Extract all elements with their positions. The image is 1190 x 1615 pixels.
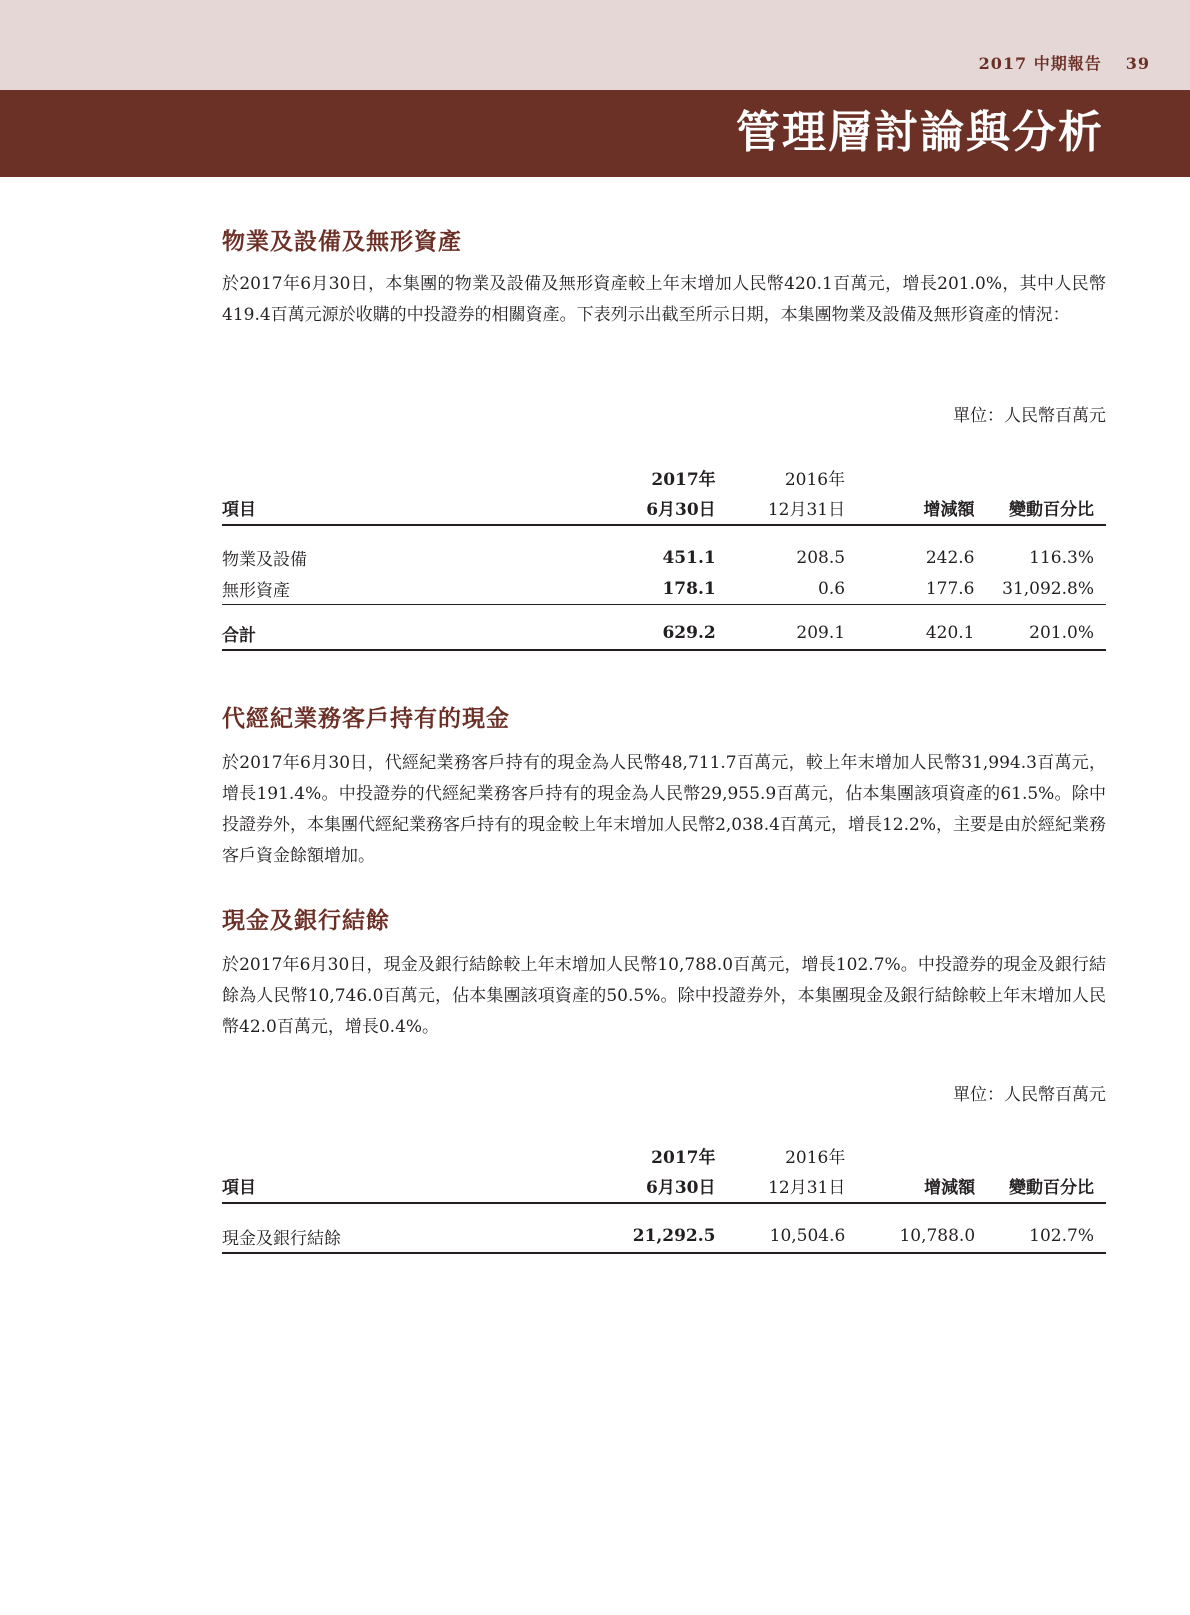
section-heading-client-cash: 代經紀業務客戶持有的現金 (222, 705, 510, 732)
unit-label: 單位：人民幣百萬元 (953, 406, 1106, 426)
row-item: 物業及設備 (222, 550, 307, 570)
row-item: 無形資產 (222, 573, 595, 605)
table-total-row (222, 617, 1106, 650)
paragraph-client-cash: 於2017年6月30日，代經紀業務客戶持有的現金為人民幣48,711.7百萬元，較上年末增加人民幣31,994.3百萬元，增長191.4%。中投證券的代經紀業務客戶持有的現金為人民幣29,955.9百萬元，佔本集團該項資產的61.5%。除中投證券外，本集團代經紀業務客戶持有的現金較上年末增加人民幣2,038.4百萬元，增長12.2%，主要是由於經紀業務客戶資金餘額增加。 (222, 753, 1106, 866)
header-col-a-line2: 6月30日 (595, 490, 716, 525)
row-value-a: 21,292.5 (594, 1220, 715, 1253)
paragraph-cash-bank: 於2017年6月30日，現金及銀行結餘較上年末增加人民幣10,788.0百萬元，增長102.7%。中投證券的現金及銀行結餘為人民幣10,746.0百萬元，佔本集團該項資產的50.5%。除中投證券外，本集團現金及銀行結餘較上年末增加人民幣42.0百萬元，增長0.4%。 (222, 955, 1106, 1037)
header-col-a-line1: 2017年 (651, 1148, 716, 1168)
header-col-b-line2: 12月31日 (716, 490, 845, 525)
row-value-d: 116.3% (1029, 547, 1094, 568)
table-row (222, 542, 1106, 573)
header-col-b-line1: 2016年 (784, 470, 846, 490)
total-value-a: 629.2 (595, 617, 716, 650)
header-band (0, 0, 1190, 90)
cash-bank-table (222, 1138, 1106, 1254)
row-value-d: 31,092.8% (975, 573, 1107, 605)
header-col-b-line1: 2016年 (785, 1148, 846, 1168)
header-col-d: 變動百分比 (975, 490, 1107, 525)
row-value-a: 178.1 (595, 573, 716, 605)
row-value-c: 177.6 (845, 573, 974, 605)
chapter-title: 管理層討論與分析 (736, 107, 1104, 158)
total-value-b: 209.1 (716, 617, 845, 650)
header-item: 項目 (222, 490, 595, 525)
header-col-a-line1: 2017年 (651, 470, 716, 490)
total-value-d: 201.0% (975, 617, 1107, 650)
row-value-c: 10,788.0 (845, 1220, 975, 1253)
running-head (979, 51, 1150, 74)
row-value-b: 10,504.6 (716, 1220, 846, 1253)
header-col-a-line2: 6月30日 (594, 1168, 715, 1203)
total-value-c: 420.1 (845, 617, 974, 650)
property-equipment-table (222, 460, 1106, 651)
header-col-c: 增減額 (845, 490, 974, 525)
row-value-b: 0.6 (716, 573, 845, 605)
unit-label: 單位：人民幣百萬元 (953, 1085, 1106, 1105)
row-item: 現金及銀行結餘 (222, 1220, 594, 1253)
chapter-title-band (0, 90, 1190, 177)
total-item: 合計 (222, 617, 595, 650)
paragraph-property-equipment: 於2017年6月30日，本集團的物業及設備及無形資產較上年末增加人民幣420.1百萬元，增長201.0%，其中人民幣419.4百萬元源於收購的中投證券的相關資產。下表列示出截至所示日期，本集團物業及設備及無形資產的情況： (222, 274, 1106, 325)
header-item: 項目 (222, 1168, 594, 1203)
row-value-a: 451.1 (662, 547, 716, 568)
page-number: 39 (1125, 54, 1150, 73)
section-heading-property-equipment: 物業及設備及無形資產 (222, 228, 462, 255)
header-col-d: 變動百分比 (975, 1168, 1106, 1203)
header-col-c: 增減額 (845, 1168, 975, 1203)
table-row (222, 1220, 1106, 1253)
row-value-b: 208.5 (796, 547, 846, 568)
table-row (222, 573, 1106, 605)
header-col-b-line2: 12月31日 (716, 1168, 846, 1203)
row-value-d: 102.7% (975, 1220, 1106, 1253)
section-heading-cash-bank: 現金及銀行結餘 (222, 907, 390, 934)
report-name: 2017 中期報告 (978, 54, 1102, 73)
row-value-c: 242.6 (925, 547, 975, 568)
